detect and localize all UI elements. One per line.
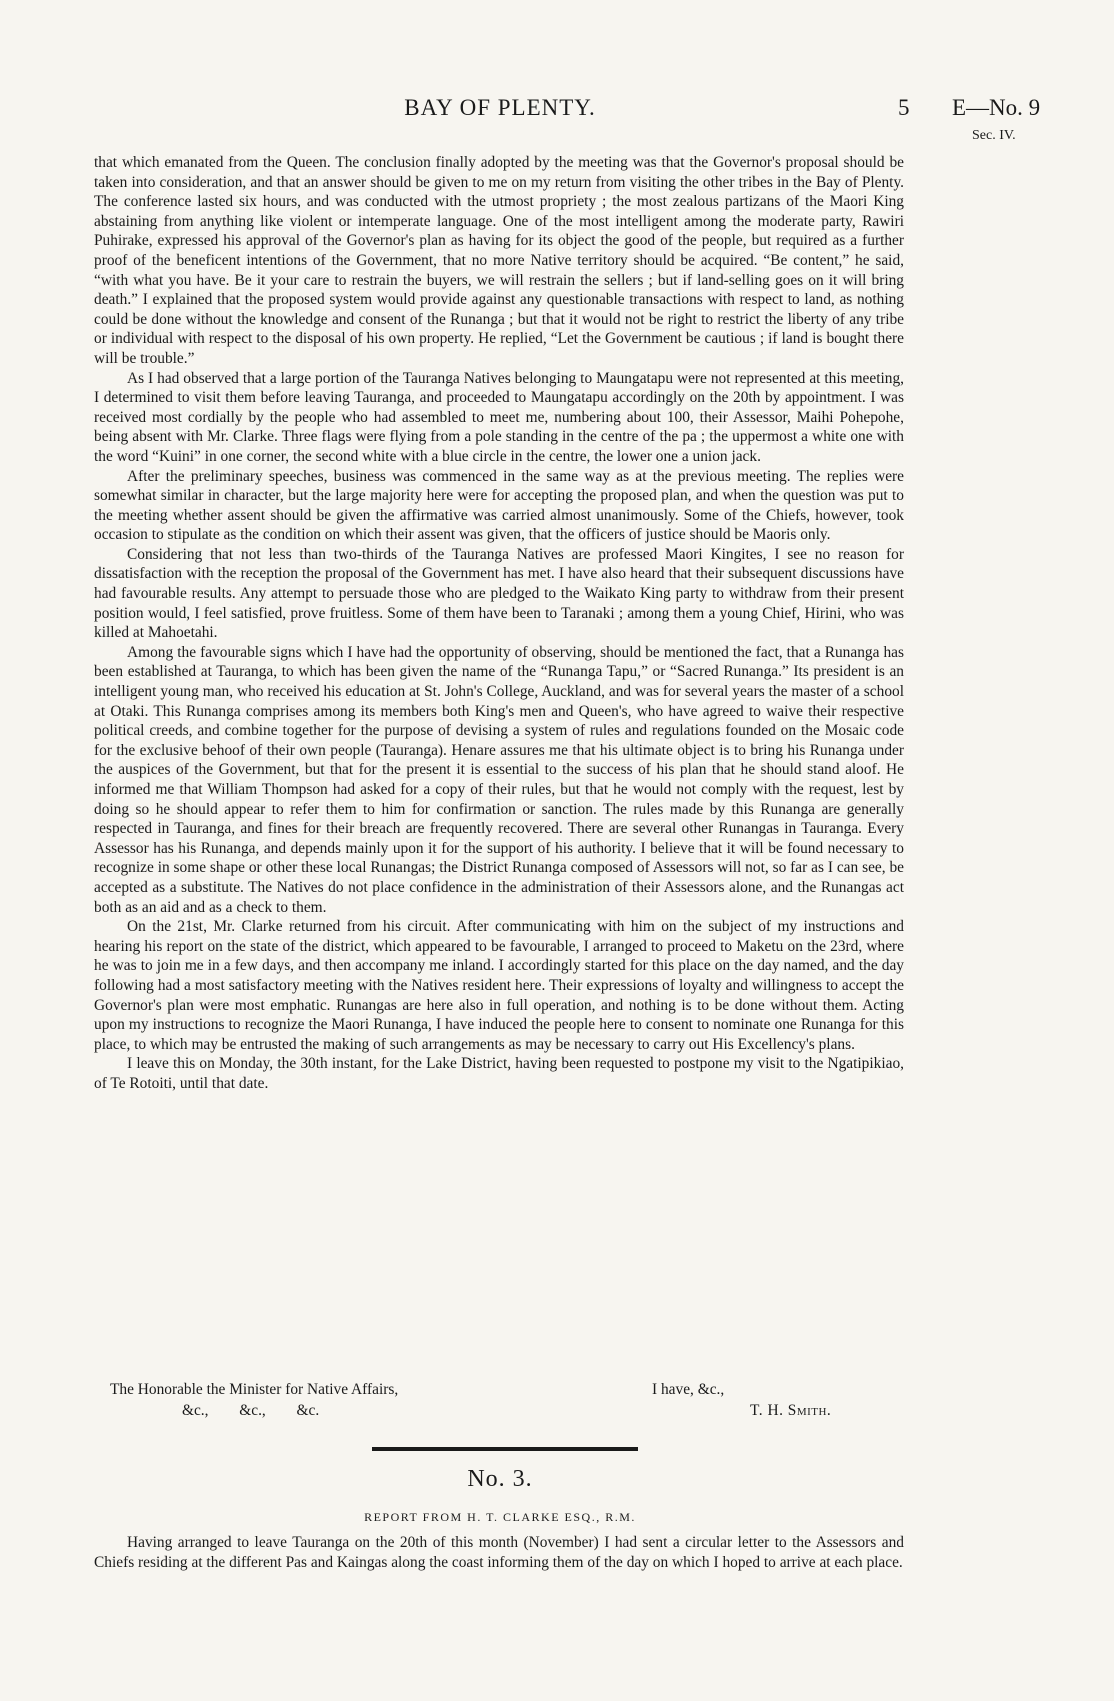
paragraph-4: Considering that not less than two-thirds of the Tauranga Natives are professed Maori Kingites, I see no reason for dissatisfaction with the reception the proposal of the Government has met. I have also heard that their subsequent discussions have had favourable results. Any attempt to persuade those who are pledged to the Waikato King party to withdraw from their present position would, I feel satisfied, prove fruitless. Some of them have been to Taranaki ; among them a young Chief, Hirini, who was killed at Mahoetahi. (94, 545, 904, 642)
page-number: 5 (898, 95, 910, 120)
report-paragraph: Having arranged to leave Tauranga on the 20th of this month (November) I had sent a circular letter to the Assessors and Chiefs residing at the different Pas and Kaingas along the coast informing them of the day on which I hoped to arrive at each place. (94, 1534, 904, 1571)
report-text (94, 1533, 904, 1572)
section-id: Sec. IV. (972, 128, 1016, 143)
paragraph-2: As I had observed that a large portion of the Tauranga Natives belonging to Maungatapu were not represented at this meeting, I determined to visit them before leaving Tauranga, and proceeded to Maungatapu accordingly on the 20th by appointment. I was received most cordially by the people who had assembled to meet me, numbering about 100, their Assessor, Maihi Pohepohe, being absent with Mr. Clarke. Three flags were flying from a pole standing in the centre of the pa ; the uppermost a white one with the word “Kuini” in one corner, the second white with a blue circle in the centre, the lower one a union jack. (94, 369, 904, 465)
paragraph-5: Among the favourable signs which I have had the opportunity of observing, should be mentioned the fact, that a Runanga has been established at Tauranga, to which has been given the name of the “Runanga Tapu,” or “Sacred Runanga.” Its president is an intelligent young man, who received his education at St. John's College, Auckland, and was for several years the master of a school at Otaki. This Runanga comprises among its members both King's men and Queen's, who have agreed to waive their respective political creeds, and combine together for the purpose of devising a system of rules and regulations founded on the Mosaic code for the exclusive behoof of their own people (Tauranga). Henare assures me that his ultimate object is to bring his Runanga under the auspices of the Government, but that for the present it is essential to the success of his plan that he should stand aloof. He informed me that William Thompson had asked for a copy of their rules, but that he would not comply with the request, lest by doing so he should appear to refer them to him for confirmation or sanction. The rules made by this Runanga are generally respected in Tauranga, and fines for their breach are frequently recovered. There are several other Runangas in Tauranga. Every Assessor has his Runanga, and depends mainly upon it for the support of his authority. I believe that it will be found necessary to recognize in some shape or other these local Runangas; the District Runanga composed of Assessors will not, so far as I can see, be accepted as a substitute. The Natives do not place confidence in the administration of their Assessors alone, and the Runangas act both as an aid and as a check to them. (94, 643, 904, 916)
document-number: No. 3. (467, 1466, 533, 1492)
paragraph-1: that which emanated from the Queen. The conclusion finally adopted by the meeting was that the Governor's proposal should be taken into consideration, and that an answer should be given to me on my return from visiting the other tribes in the Bay of Plenty. The conference lasted six hours, and was conducted with the utmost propriety ; the most zealous partizans of the Maori King abstaining from anything like violent or intemperate language. One of the most intelligent among the moderate party, Rawiri Puhirake, expressed his approval of the Governor's plan as having for its object the good of the people, but required as a further proof of the beneficent intentions of the Government, that no more Native territory should be acquired. “Be content,” he said, “with what you have. Be it your care to restrain the buyers, we will restrain the sellers ; but if land-selling goes on it will bring death.” I explained that the proposed system would provide against any questionable transactions with respect to land, as nothing could be done without the knowledge and consent of the Runanga ; but that it would not be right to restrict the liberty of any tribe or individual with respect to the disposal of his own property. He replied, “Let the Government be cautious ; if land is bought there will be trouble.” (94, 154, 904, 367)
body-text (94, 153, 904, 1094)
report-heading: REPORT FROM H. T. CLARKE ESQ., R.M. (364, 1510, 636, 1524)
addressee-etc: &c., &c., &c. (182, 1402, 320, 1419)
signature: T. H. Smith. (750, 1402, 832, 1419)
paragraph-7: I leave this on Monday, the 30th instant, for the Lake District, having been requested to postpone my visit to the Ngatipikiao, of Te Rotoiti, until that date. (94, 1055, 904, 1092)
valediction: I have, &c., (652, 1381, 725, 1398)
letter-closing (110, 1379, 900, 1421)
addressee: The Honorable the Minister for Native Affairs, (110, 1381, 399, 1398)
section-divider (372, 1447, 638, 1451)
running-title: BAY OF PLENTY. (404, 95, 596, 120)
paragraph-3: After the preliminary speeches, business was commenced in the same way as at the previous meeting. The replies were somewhat similar in character, but the large majority here were for accepting the proposed plan, and when the question was put to the meeting whether assent should be given the affirmative was carried almost unanimously. Some of the Chiefs, however, took occasion to stipulate as the condition on which their assent was given, that the officers of justice should be Maoris only. (94, 467, 904, 544)
paper-id: E—No. 9 (952, 95, 1041, 120)
paragraph-6: On the 21st, Mr. Clarke returned from his circuit. After communicating with him on the subject of my instructions and hearing his report on the state of the district, which appeared to be favourable, I arranged to proceed to Maketu on the 23rd, where he was to join me in a few days, and then accompany me inland. I accordingly started for this place on the day named, and the day following had a most satisfactory meeting with the Natives resident here. Their expressions of loyalty and willingness to accept the Governor's plan were most emphatic. Runangas are here also in full operation, and nothing is to be done without them. Acting upon my instructions to recognize the Maori Runanga, I have induced the people here to consent to nominate one Runanga for this place, to which may be entrusted the making of such arrangements as may be necessary to carry out His Excellency's plans. (94, 918, 904, 1053)
